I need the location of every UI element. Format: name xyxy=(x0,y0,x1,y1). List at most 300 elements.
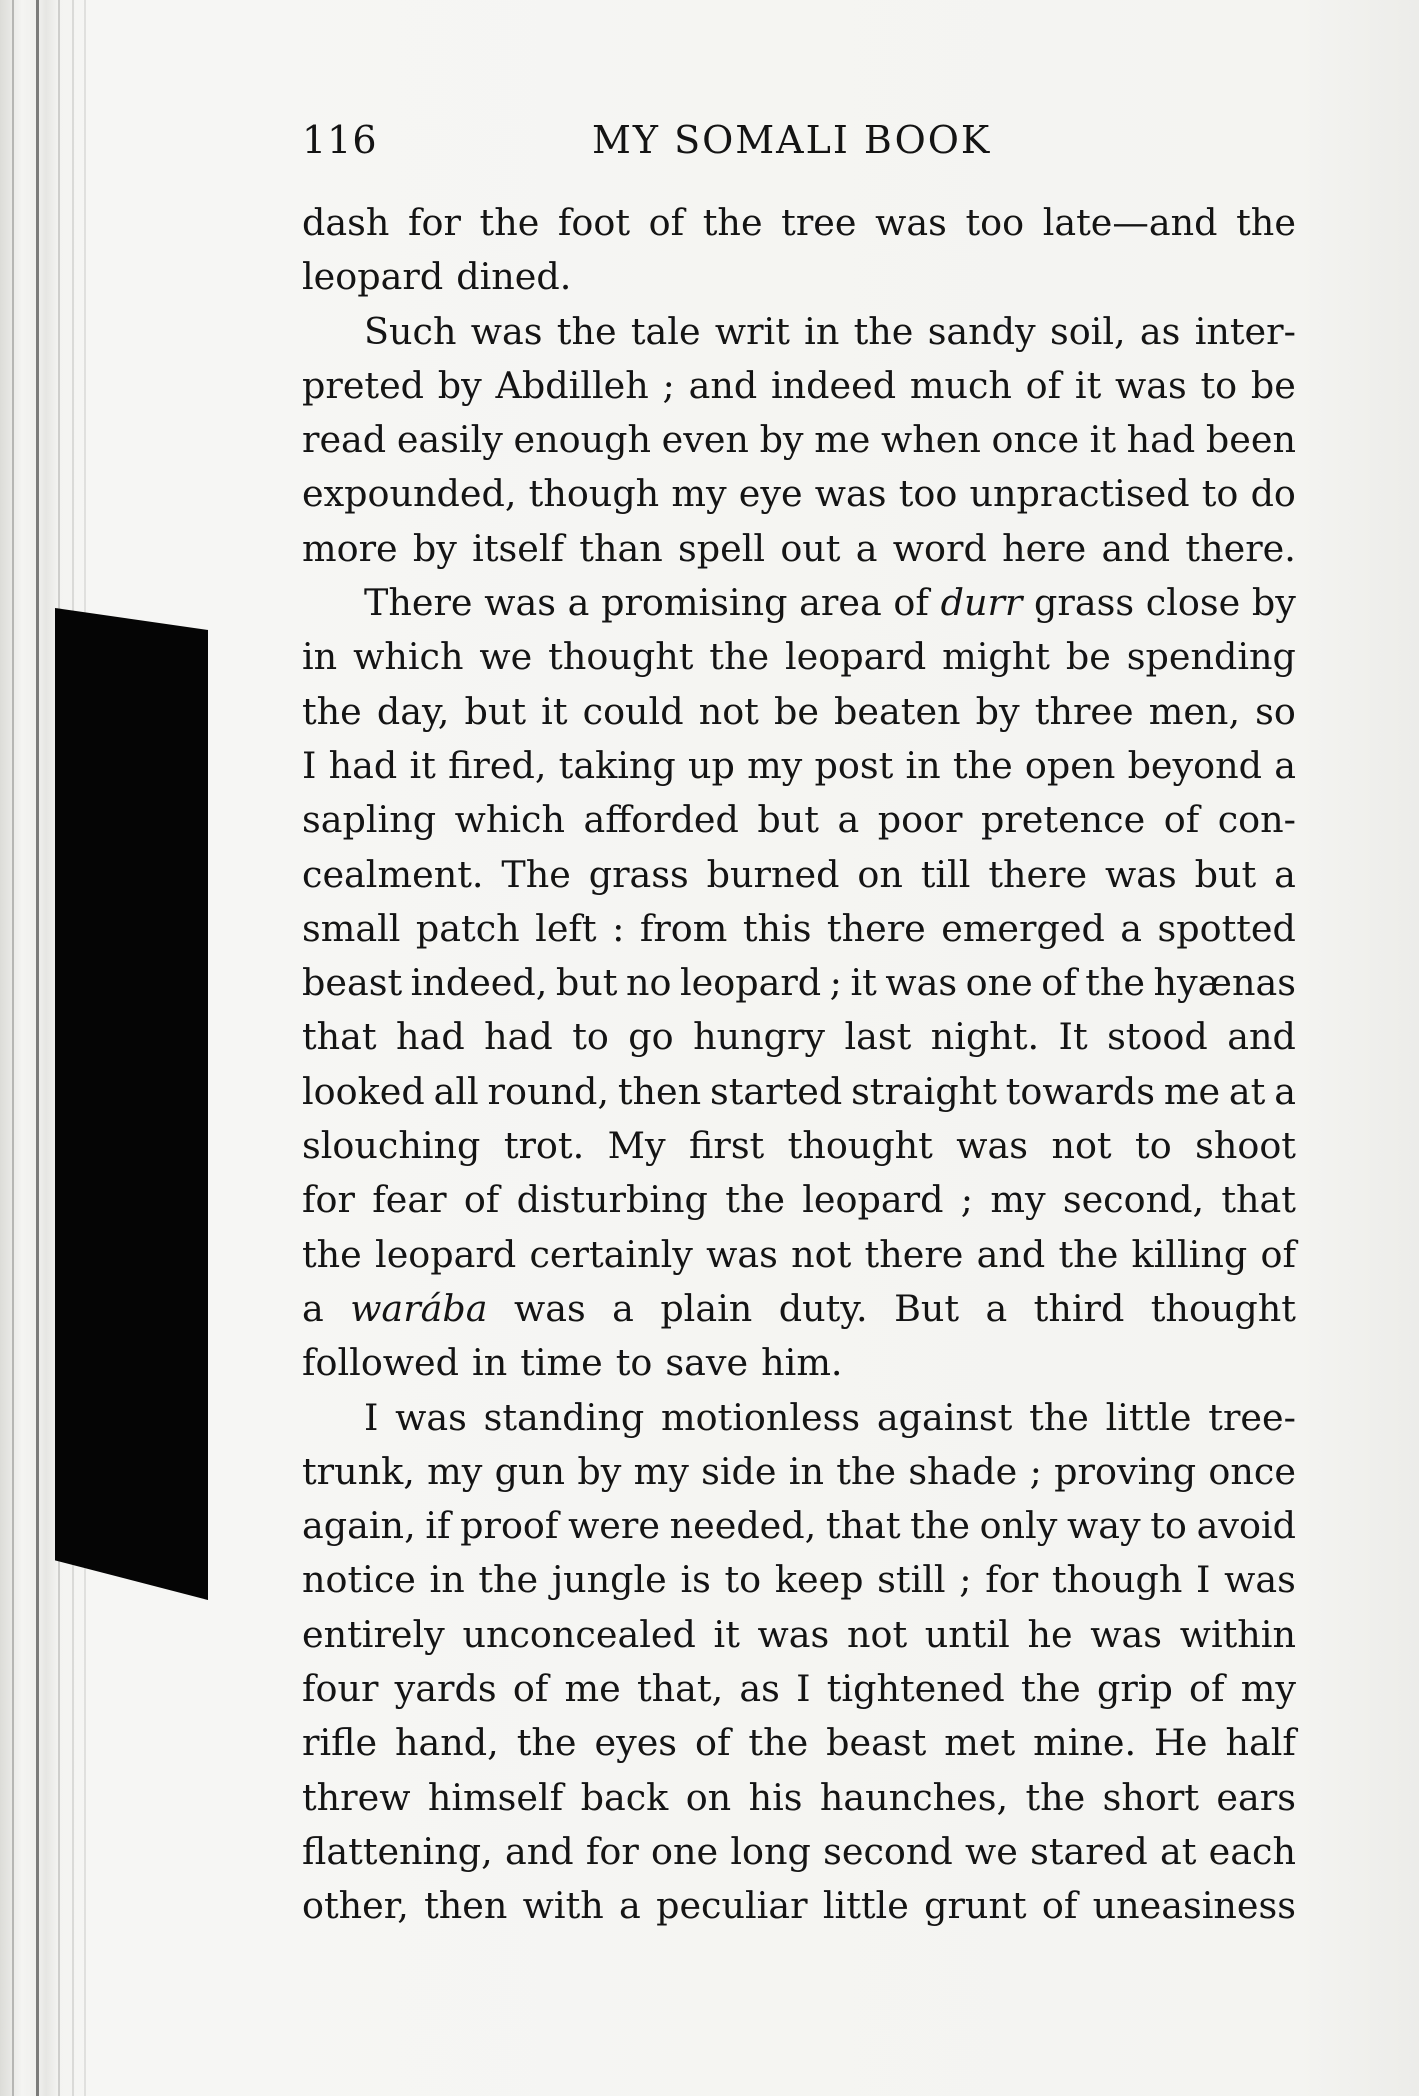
word: within xyxy=(1179,1612,1296,1656)
word: Such xyxy=(364,309,457,353)
text-line xyxy=(302,630,1296,684)
word: was xyxy=(1115,363,1187,407)
text-line xyxy=(302,1879,1296,1933)
word: tightened xyxy=(826,1667,1005,1711)
text-line xyxy=(302,956,1296,1010)
word: but xyxy=(555,961,618,1005)
word: of xyxy=(893,581,929,625)
word: by xyxy=(577,1449,622,1493)
word: mine. xyxy=(1033,1721,1137,1765)
word: there xyxy=(826,906,926,950)
word: of xyxy=(1041,1884,1078,1928)
word: But xyxy=(894,1286,960,1330)
word: He xyxy=(1154,1721,1208,1765)
word: that xyxy=(1221,1178,1296,1222)
word: been xyxy=(1205,418,1296,462)
word: rifle xyxy=(302,1721,378,1765)
word: leopard xyxy=(785,635,927,679)
word: to xyxy=(1150,1504,1187,1548)
word: of xyxy=(694,1721,731,1765)
word: burned xyxy=(706,852,840,896)
word: a xyxy=(837,798,860,842)
word: which xyxy=(353,635,464,679)
word: I xyxy=(796,1667,811,1711)
word: beast xyxy=(826,1721,927,1765)
word: a xyxy=(1274,743,1296,787)
word: though xyxy=(528,472,660,516)
word: to xyxy=(1135,1124,1172,1168)
text-line xyxy=(302,305,1296,359)
word: it xyxy=(1089,418,1117,462)
word: small xyxy=(302,906,401,950)
word: needed, xyxy=(669,1504,817,1548)
word: fired, xyxy=(448,743,547,787)
word: foot xyxy=(557,201,631,244)
word: the xyxy=(1058,1232,1119,1276)
word: started xyxy=(709,1069,843,1113)
word: uneasiness xyxy=(1092,1884,1296,1928)
word: first xyxy=(689,1124,765,1168)
word: once xyxy=(991,418,1080,462)
word: My xyxy=(607,1124,666,1168)
word: the xyxy=(1236,201,1296,244)
word: beast xyxy=(302,961,403,1005)
word: the xyxy=(702,201,763,244)
word: for xyxy=(985,1558,1039,1602)
word: was xyxy=(706,1232,778,1276)
word: afforded xyxy=(583,798,739,842)
word: second xyxy=(823,1829,953,1873)
word: there xyxy=(988,852,1088,896)
word: beyond xyxy=(1127,743,1262,787)
word: be xyxy=(1250,363,1296,407)
word: at xyxy=(1228,1069,1266,1113)
word: The xyxy=(501,852,571,896)
word: of xyxy=(1260,1232,1296,1276)
word: here xyxy=(1002,526,1087,570)
text-line xyxy=(302,1608,1296,1662)
word: from xyxy=(639,906,728,950)
word: and xyxy=(1227,1015,1296,1059)
word: in xyxy=(804,309,840,353)
word: himself xyxy=(427,1775,564,1819)
word: we xyxy=(965,1829,1018,1873)
word: threw xyxy=(302,1775,411,1819)
word: that, xyxy=(636,1667,724,1711)
word: of xyxy=(1041,961,1077,1005)
word: shade xyxy=(908,1449,1018,1493)
word: was xyxy=(513,1286,586,1330)
word: this xyxy=(742,906,812,950)
word: a xyxy=(1120,906,1143,950)
text-line xyxy=(302,1662,1296,1716)
word: was xyxy=(757,1612,830,1656)
word: trunk, xyxy=(302,1449,415,1493)
text-line xyxy=(302,1553,1296,1607)
word: the xyxy=(1020,1667,1081,1711)
word: the xyxy=(516,1721,577,1765)
word: go xyxy=(628,1015,674,1059)
word: jungle xyxy=(551,1558,667,1602)
word: fear xyxy=(372,1178,447,1222)
word: the xyxy=(910,1504,970,1548)
word: hand, xyxy=(395,1721,499,1765)
word: my xyxy=(747,743,803,787)
word: so xyxy=(1255,689,1296,733)
word: indeed, xyxy=(410,961,548,1005)
word: beaten xyxy=(834,689,961,733)
word: if xyxy=(425,1504,451,1548)
word: towards xyxy=(1005,1069,1155,1113)
word: the xyxy=(836,1449,897,1493)
text-line xyxy=(302,1825,1296,1879)
word: night. xyxy=(930,1015,1040,1059)
word: was xyxy=(395,1395,467,1439)
word: a xyxy=(302,1286,324,1330)
word: inter- xyxy=(1194,309,1296,353)
word: was xyxy=(470,309,543,353)
word: grass xyxy=(588,852,689,896)
word: the xyxy=(302,689,362,733)
word: but xyxy=(1194,852,1257,896)
word: slouching xyxy=(302,1124,481,1168)
word: con- xyxy=(1217,798,1296,842)
word: the xyxy=(556,309,617,353)
text-line xyxy=(302,902,1296,956)
word: dash xyxy=(302,201,390,244)
word: grip xyxy=(1096,1667,1173,1711)
word: proving xyxy=(1054,1449,1197,1493)
word: : xyxy=(612,906,625,950)
word: unpractised xyxy=(969,472,1190,516)
word: again, xyxy=(302,1504,416,1548)
word: indeed xyxy=(770,363,897,407)
word: of xyxy=(648,201,685,244)
word: grunt xyxy=(924,1884,1027,1928)
word: promising xyxy=(601,581,788,625)
word: that xyxy=(302,1015,377,1059)
word: eyes xyxy=(594,1721,678,1765)
word: on xyxy=(857,852,903,896)
word: ears xyxy=(1216,1775,1296,1819)
word: motionless xyxy=(660,1395,861,1439)
word: then xyxy=(617,1069,702,1113)
word: me xyxy=(564,1667,621,1711)
word: by xyxy=(759,418,804,462)
word: leopard xyxy=(679,961,822,1005)
word: the xyxy=(1025,1775,1086,1819)
word: poor xyxy=(877,798,963,842)
word: leopard xyxy=(802,1178,944,1222)
text-line xyxy=(302,250,1296,304)
text-line xyxy=(302,848,1296,902)
word: too xyxy=(898,472,958,516)
word: was xyxy=(1105,852,1177,896)
word: writ xyxy=(714,309,790,353)
word: as xyxy=(739,1667,780,1711)
word: the xyxy=(302,1232,362,1276)
word: to xyxy=(724,1558,762,1602)
word: one xyxy=(965,961,1033,1005)
word: and xyxy=(688,363,758,407)
word: pretence xyxy=(980,798,1146,842)
word: back xyxy=(580,1775,669,1819)
text-line xyxy=(302,1065,1296,1119)
word: proof xyxy=(460,1504,559,1548)
word: in xyxy=(472,1341,508,1385)
word: of xyxy=(1163,798,1200,842)
word: a xyxy=(985,1286,1008,1330)
word: by xyxy=(1251,581,1296,625)
text-line xyxy=(302,359,1296,413)
word: I xyxy=(364,1395,379,1439)
word: late—and xyxy=(1042,201,1218,244)
word: there. xyxy=(1185,526,1296,570)
text-line xyxy=(302,413,1296,467)
word: disturbing xyxy=(516,1178,708,1222)
text-line xyxy=(302,1445,1296,1499)
text-line xyxy=(302,1173,1296,1227)
word: ; xyxy=(1029,1449,1042,1493)
word: on xyxy=(685,1775,732,1819)
word: then xyxy=(424,1884,508,1928)
word: round, xyxy=(487,1069,609,1113)
word: at xyxy=(1159,1829,1197,1873)
word: not xyxy=(698,689,759,733)
word: that xyxy=(825,1504,901,1548)
word: out xyxy=(780,526,841,570)
word: read xyxy=(302,418,387,462)
word: peculiar xyxy=(656,1884,808,1928)
word: were xyxy=(568,1504,660,1548)
text-line xyxy=(302,1228,1296,1282)
word: once xyxy=(1208,1449,1296,1493)
word: a xyxy=(1274,1069,1296,1113)
word: him. xyxy=(761,1341,843,1385)
word: was xyxy=(814,472,887,516)
word: stared xyxy=(1030,1829,1148,1873)
word: shoot xyxy=(1195,1124,1296,1168)
word: had xyxy=(1126,418,1196,462)
word: entirely xyxy=(302,1612,445,1656)
word: more xyxy=(302,526,398,570)
word: than xyxy=(579,526,663,570)
word: till xyxy=(920,852,971,896)
running-head: MY SOMALI BOOK xyxy=(592,118,992,162)
word: plain xyxy=(660,1286,753,1330)
word: four xyxy=(302,1667,379,1711)
word: spotted xyxy=(1157,906,1296,950)
word: tree- xyxy=(1208,1395,1296,1439)
word: long xyxy=(730,1829,811,1873)
word: Abdilleh xyxy=(495,363,649,407)
text-line xyxy=(302,467,1296,521)
word: ; xyxy=(662,363,675,407)
text-line xyxy=(302,1010,1296,1064)
word: had xyxy=(396,1015,465,1059)
word: way xyxy=(1067,1504,1141,1548)
word: side xyxy=(701,1449,777,1493)
word: the xyxy=(725,1178,785,1222)
word: me xyxy=(814,418,871,462)
word: unconcealed xyxy=(462,1612,696,1656)
word: stood xyxy=(1107,1015,1208,1059)
word: hyænas xyxy=(1153,961,1296,1005)
text-line xyxy=(302,685,1296,739)
word: be xyxy=(773,689,819,733)
text-line xyxy=(302,1771,1296,1825)
word: each xyxy=(1208,1829,1296,1873)
word: thought xyxy=(548,635,694,679)
word: standing xyxy=(483,1395,645,1439)
word: all xyxy=(433,1069,479,1113)
word: thought xyxy=(787,1124,933,1168)
word: was xyxy=(1090,1612,1163,1656)
word: to xyxy=(615,1341,653,1385)
word: in xyxy=(788,1449,824,1493)
word: tree xyxy=(781,201,857,244)
word: ; xyxy=(959,1558,972,1602)
word: a xyxy=(567,581,590,625)
word: there xyxy=(864,1232,964,1276)
word: in xyxy=(429,1558,465,1602)
word: easily xyxy=(396,418,503,462)
word: a xyxy=(612,1286,634,1330)
word: eye xyxy=(738,472,803,516)
word: left xyxy=(535,906,597,950)
word: though xyxy=(1051,1558,1183,1602)
word: last xyxy=(844,1015,912,1059)
word: was xyxy=(875,201,947,244)
word: no xyxy=(625,961,672,1005)
word: of xyxy=(463,1178,500,1222)
text-line xyxy=(302,1391,1296,1445)
word: time xyxy=(520,1341,603,1385)
text-line xyxy=(302,576,1296,630)
word: I xyxy=(1196,1558,1211,1602)
word: his xyxy=(748,1775,803,1819)
word: durr xyxy=(940,581,1023,625)
word: certainly xyxy=(529,1232,693,1276)
word: it xyxy=(541,689,568,733)
word: it xyxy=(1074,363,1102,407)
text-line xyxy=(302,793,1296,847)
word: three xyxy=(1034,689,1134,733)
page-header xyxy=(302,118,1302,170)
word: for xyxy=(585,1829,639,1873)
word: It xyxy=(1058,1015,1088,1059)
word: had xyxy=(328,743,398,787)
word: killing xyxy=(1131,1232,1248,1276)
text-line xyxy=(302,522,1296,576)
word: thought xyxy=(1150,1286,1296,1330)
word: had xyxy=(484,1015,553,1059)
text-line xyxy=(302,1336,1296,1390)
word: enough xyxy=(513,418,651,462)
word: met xyxy=(944,1721,1016,1765)
word: spell xyxy=(678,526,766,570)
word: until xyxy=(924,1612,1010,1656)
word: a xyxy=(1274,852,1296,896)
word: and xyxy=(504,1829,574,1873)
word: warába xyxy=(350,1286,488,1330)
word: only xyxy=(979,1504,1058,1548)
word: keep xyxy=(774,1558,864,1602)
word: up xyxy=(687,743,735,787)
text-line xyxy=(302,1119,1296,1173)
word: of xyxy=(512,1667,549,1711)
word: half xyxy=(1225,1721,1296,1765)
word: straight xyxy=(851,1069,997,1113)
word: spending xyxy=(1126,635,1296,679)
word: notice xyxy=(302,1558,416,1602)
word: duty. xyxy=(778,1286,868,1330)
word: but xyxy=(757,798,819,842)
word: be xyxy=(1065,635,1111,679)
word: the xyxy=(748,1721,809,1765)
black-bookmark-strip xyxy=(55,608,208,1600)
word: my xyxy=(633,1449,689,1493)
word: sandy xyxy=(927,309,1036,353)
word: it xyxy=(850,961,877,1005)
word: was xyxy=(484,581,556,625)
word: was xyxy=(885,961,958,1005)
word: to xyxy=(1201,472,1239,516)
word: was xyxy=(956,1124,1029,1168)
word: my xyxy=(671,472,727,516)
word: not xyxy=(846,1612,908,1656)
word: do xyxy=(1250,472,1296,516)
word: emerged xyxy=(941,906,1105,950)
word: day, xyxy=(376,689,450,733)
word: which xyxy=(454,798,565,842)
word: post xyxy=(814,743,894,787)
word: the xyxy=(853,309,914,353)
word: little xyxy=(822,1884,909,1928)
word: but xyxy=(464,689,527,733)
word: yards xyxy=(394,1667,497,1711)
word: tale xyxy=(630,309,701,353)
word: taking xyxy=(558,743,676,787)
word: of xyxy=(1189,1667,1225,1711)
word: the xyxy=(952,743,1013,787)
word: of xyxy=(1025,363,1062,407)
word: gun xyxy=(494,1449,566,1493)
word: expounded, xyxy=(302,472,517,516)
word: for xyxy=(302,1178,355,1222)
word: ; xyxy=(829,961,842,1005)
word: was xyxy=(1224,1558,1296,1602)
word: ; xyxy=(960,1178,974,1222)
word: patch xyxy=(415,906,520,950)
word: one xyxy=(651,1829,719,1873)
word: itself xyxy=(472,526,565,570)
text-line xyxy=(302,739,1296,793)
word: even xyxy=(661,418,749,462)
word: might xyxy=(942,635,1050,679)
word: hungry xyxy=(693,1015,826,1059)
word: haunches, xyxy=(819,1775,1009,1819)
word: soil, xyxy=(1049,309,1126,353)
word: we xyxy=(479,635,533,679)
word: still xyxy=(877,1558,946,1602)
word: by xyxy=(975,689,1020,733)
word: trot. xyxy=(503,1124,585,1168)
word: the xyxy=(478,1558,539,1602)
word: much xyxy=(909,363,1012,407)
word: too xyxy=(965,201,1025,244)
word: a xyxy=(619,1884,641,1928)
